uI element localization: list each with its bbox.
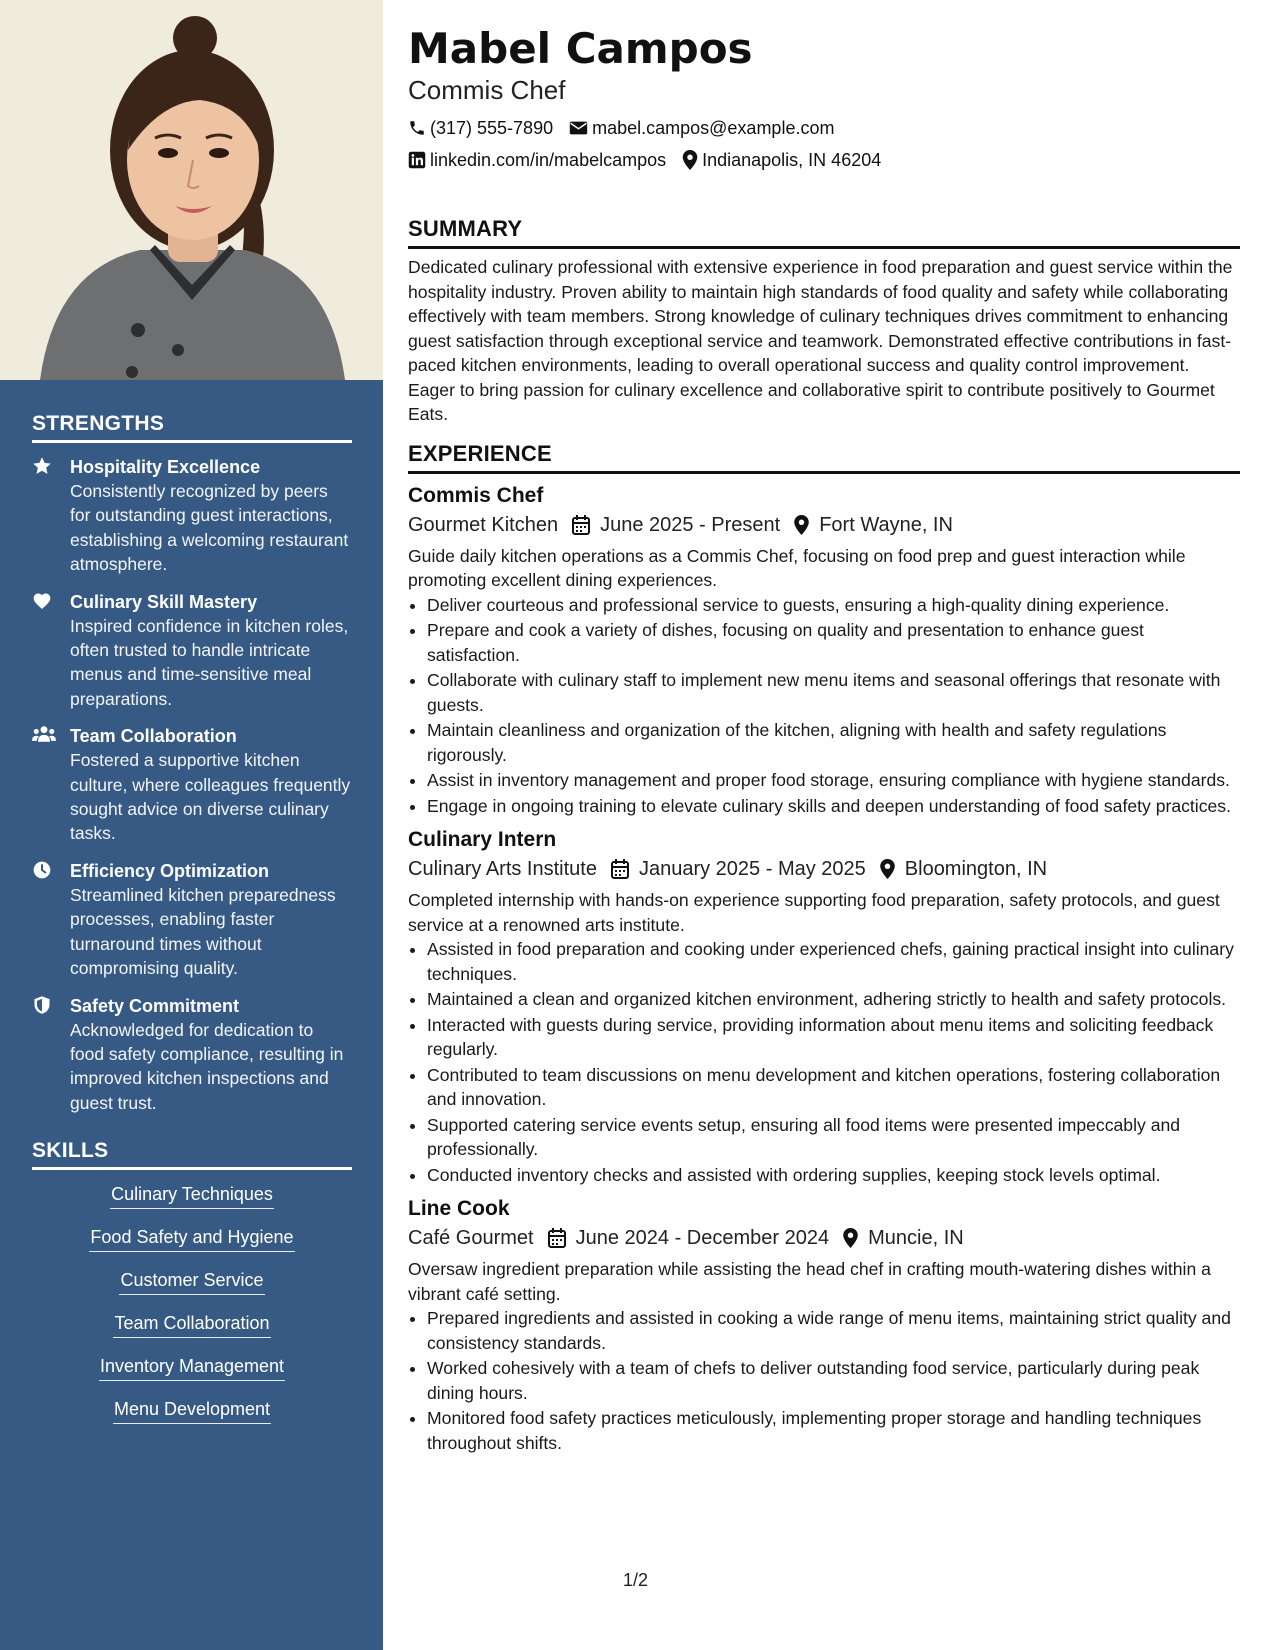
users-icon bbox=[32, 724, 70, 846]
strength-item bbox=[32, 994, 352, 1116]
strength-description: Acknowledged for dedication to food safety compliance, resulting in improved kitchen inspections and guest trust. bbox=[70, 1019, 344, 1113]
bullet-item: • Assisted in food preparation and cooking under experienced chefs, gaining practical insight into culinary techniques. bbox=[427, 937, 1240, 986]
job-bullets bbox=[408, 1306, 1240, 1455]
skill-label: Menu Development bbox=[113, 1397, 271, 1424]
summary-heading: SUMMARY bbox=[408, 216, 1240, 249]
strengths-heading: STRENGTHS bbox=[32, 412, 352, 443]
bullet-item: • Collaborate with culinary staff to implement new menu items and seasonal offerings that resonate with guests. bbox=[427, 668, 1240, 717]
strength-title: Hospitality Excellence bbox=[70, 457, 261, 477]
skill-item bbox=[32, 1397, 352, 1424]
map-pin-icon bbox=[794, 515, 809, 535]
bullet-item: • Maintained a clean and organized kitchen environment, adhering strictly to health and safety protocols. bbox=[427, 987, 1240, 1012]
bullet-item: • Interacted with guests during service, providing information about menu items and soliciting feedback regularly. bbox=[427, 1013, 1240, 1062]
skill-item bbox=[32, 1182, 352, 1209]
bullet-item: • Maintain cleanliness and organization of the kitchen, aligning with health and safety regulations rigorously. bbox=[427, 718, 1240, 767]
job-company bbox=[408, 510, 558, 540]
shield-icon bbox=[32, 994, 70, 1116]
company-name: Culinary Arts Institute bbox=[408, 858, 597, 880]
sidebar-content bbox=[32, 412, 352, 1440]
contact-row bbox=[408, 144, 1240, 176]
location-contact bbox=[682, 144, 881, 176]
skill-item bbox=[32, 1311, 352, 1338]
page-number: 1/2 bbox=[623, 1570, 649, 1590]
strength-description: Fostered a supportive kitchen culture, where colleagues frequently sought advice on diverse culinary tasks. bbox=[70, 750, 351, 844]
job-meta bbox=[408, 854, 1240, 884]
skill-label: Team Collaboration bbox=[113, 1311, 270, 1338]
linkedin-contact[interactable] bbox=[408, 144, 666, 176]
job-description: Oversaw ingredient preparation while assisting the head chef in crafting mouth-watering dishes within a vibrant café setting. bbox=[408, 1259, 1211, 1304]
skill-label: Food Safety and Hygiene bbox=[89, 1225, 294, 1252]
job-location bbox=[843, 1223, 964, 1253]
strength-title: Team Collaboration bbox=[70, 726, 237, 747]
linkedin-icon bbox=[408, 151, 426, 169]
strength-description: Consistently recognized by peers for outstanding guest interactions, establishing a welcoming restaurant atmosphere. bbox=[70, 481, 349, 575]
job-company bbox=[408, 854, 597, 884]
skill-item bbox=[32, 1354, 352, 1381]
job-description: Guide daily kitchen operations as a Commis Chef, focusing on food prep and guest interaction while promoting excellent dining experiences. bbox=[408, 545, 1186, 590]
job-dates bbox=[611, 854, 866, 884]
star-icon bbox=[32, 455, 70, 577]
map-pin-icon bbox=[682, 150, 698, 170]
skill-label: Inventory Management bbox=[99, 1354, 285, 1381]
job-location bbox=[880, 854, 1047, 884]
location-text: Indianapolis, IN 46204 bbox=[702, 150, 882, 170]
bullet-item: • Prepared ingredients and assisted in cooking a wide range of menu items, maintaining strict quality and consistency standards. bbox=[427, 1306, 1240, 1355]
job-role: Line Cook bbox=[408, 1197, 510, 1220]
bullet-item: • Conducted inventory checks and assisted with ordering supplies, keeping stock levels optimal. bbox=[427, 1163, 1240, 1188]
job-description: Completed internship with hands-on experience supporting food preparation, safety protocols, and guest service at a renowned arts institute. bbox=[408, 890, 1220, 935]
phone-icon bbox=[408, 119, 426, 137]
job-location bbox=[794, 510, 953, 540]
job-meta bbox=[408, 1223, 1240, 1253]
strength-description: Inspired confidence in kitchen roles, often trusted to handle intricate menus and time-sensitive meal preparations. bbox=[70, 615, 349, 709]
map-pin-icon bbox=[880, 859, 895, 879]
calendar-icon bbox=[548, 1228, 566, 1248]
skills-list bbox=[32, 1182, 352, 1424]
candidate-title: Commis Chef bbox=[408, 75, 566, 105]
bullet-item: • Contributed to team discussions on menu development and kitchen operations, fostering collaboration and innovation. bbox=[427, 1063, 1240, 1112]
job-dates bbox=[572, 510, 780, 540]
job-entry bbox=[408, 1195, 1240, 1455]
skill-label: Culinary Techniques bbox=[110, 1182, 274, 1209]
calendar-icon bbox=[611, 859, 629, 879]
strength-item bbox=[32, 455, 352, 577]
bullet-item: • Worked cohesively with a team of chefs to deliver outstanding food service, particularly during peak dining hours. bbox=[427, 1356, 1240, 1405]
strength-title: Efficiency Optimization bbox=[70, 860, 270, 881]
job-meta bbox=[408, 510, 1240, 540]
skill-item bbox=[32, 1225, 352, 1252]
job-dates bbox=[548, 1223, 830, 1253]
heart-icon bbox=[32, 590, 70, 712]
dates-text: June 2024 - December 2024 bbox=[575, 1227, 830, 1249]
summary-text: Dedicated culinary professional with extensive experience in food preparation and guest service within the hospitality industry. Proven ability to maintain high standards of food quality and safety while collaborating effectively with team members. Strong knowledge of culinary techniques drives commitment to enhancing guest satisfaction through exceptional service and teamwork. Demonstrated effective contributions in fast-paced kitchen environments, leading to overall operational success and quality control improvement. Eager to bring passion for culinary excellence and collaborative spirit to contribute positively to Gourmet Eats. bbox=[408, 257, 1233, 424]
job-entry bbox=[408, 482, 1240, 819]
job-role: Culinary Intern bbox=[408, 828, 557, 851]
linkedin-text: linkedin.com/in/mabelcampos bbox=[430, 150, 667, 170]
bullet-item: • Supported catering service events setup, ensuring all food items were presented impeccably and professionally. bbox=[427, 1113, 1240, 1162]
phone-contact[interactable] bbox=[408, 112, 553, 144]
job-entry bbox=[408, 826, 1240, 1187]
calendar-icon bbox=[572, 515, 590, 535]
company-name: Café Gourmet bbox=[408, 1227, 534, 1249]
strength-item bbox=[32, 859, 352, 981]
experience-heading: EXPERIENCE bbox=[408, 441, 1240, 474]
location-text: Muncie, IN bbox=[868, 1227, 964, 1249]
bullet-item: • Deliver courteous and professional service to guests, ensuring a high-quality dining experience. bbox=[427, 593, 1240, 618]
dates-text: January 2025 - May 2025 bbox=[638, 858, 866, 880]
strength-title: Safety Commitment bbox=[70, 995, 240, 1016]
strength-title: Culinary Skill Mastery bbox=[70, 591, 258, 612]
sidebar bbox=[0, 0, 383, 1650]
profile-photo bbox=[0, 0, 383, 380]
candidate-name: Mabel Campos bbox=[408, 24, 753, 73]
skills-heading: SKILLS bbox=[32, 1139, 352, 1170]
email-contact[interactable] bbox=[569, 112, 834, 144]
contact-row bbox=[408, 112, 1240, 144]
skill-label: Customer Service bbox=[119, 1268, 264, 1295]
skill-item bbox=[32, 1268, 352, 1295]
job-bullets bbox=[408, 937, 1240, 1187]
main-content bbox=[408, 24, 1240, 1456]
job-role: Commis Chef bbox=[408, 483, 544, 507]
envelope-icon bbox=[569, 120, 588, 136]
email-text: mabel.campos@example.com bbox=[592, 118, 835, 138]
clock-icon bbox=[32, 859, 70, 981]
strength-item bbox=[32, 724, 352, 846]
strength-item bbox=[32, 590, 352, 712]
bullet-item: • Engage in ongoing training to elevate culinary skills and deepen understanding of food safety practices. bbox=[427, 794, 1240, 819]
location-text: Bloomington, IN bbox=[904, 858, 1048, 880]
job-bullets bbox=[408, 593, 1240, 819]
map-pin-icon bbox=[843, 1228, 858, 1248]
company-name: Gourmet Kitchen bbox=[408, 513, 559, 536]
bullet-item: • Assist in inventory management and proper food storage, ensuring compliance with hygiene standards. bbox=[427, 768, 1240, 793]
job-company bbox=[408, 1223, 534, 1253]
location-text: Fort Wayne, IN bbox=[819, 513, 953, 536]
bullet-item: • Prepare and cook a variety of dishes, focusing on quality and presentation to enhance guest satisfaction. bbox=[427, 618, 1240, 667]
dates-text: June 2025 - Present bbox=[600, 513, 781, 536]
strength-description: Streamlined kitchen preparedness processes, enabling faster turnaround times without compromising quality. bbox=[70, 884, 336, 979]
phone-text: (317) 555-7890 bbox=[430, 118, 554, 138]
bullet-item: • Monitored food safety practices meticulously, implementing proper storage and handling techniques throughout shifts. bbox=[427, 1406, 1240, 1455]
